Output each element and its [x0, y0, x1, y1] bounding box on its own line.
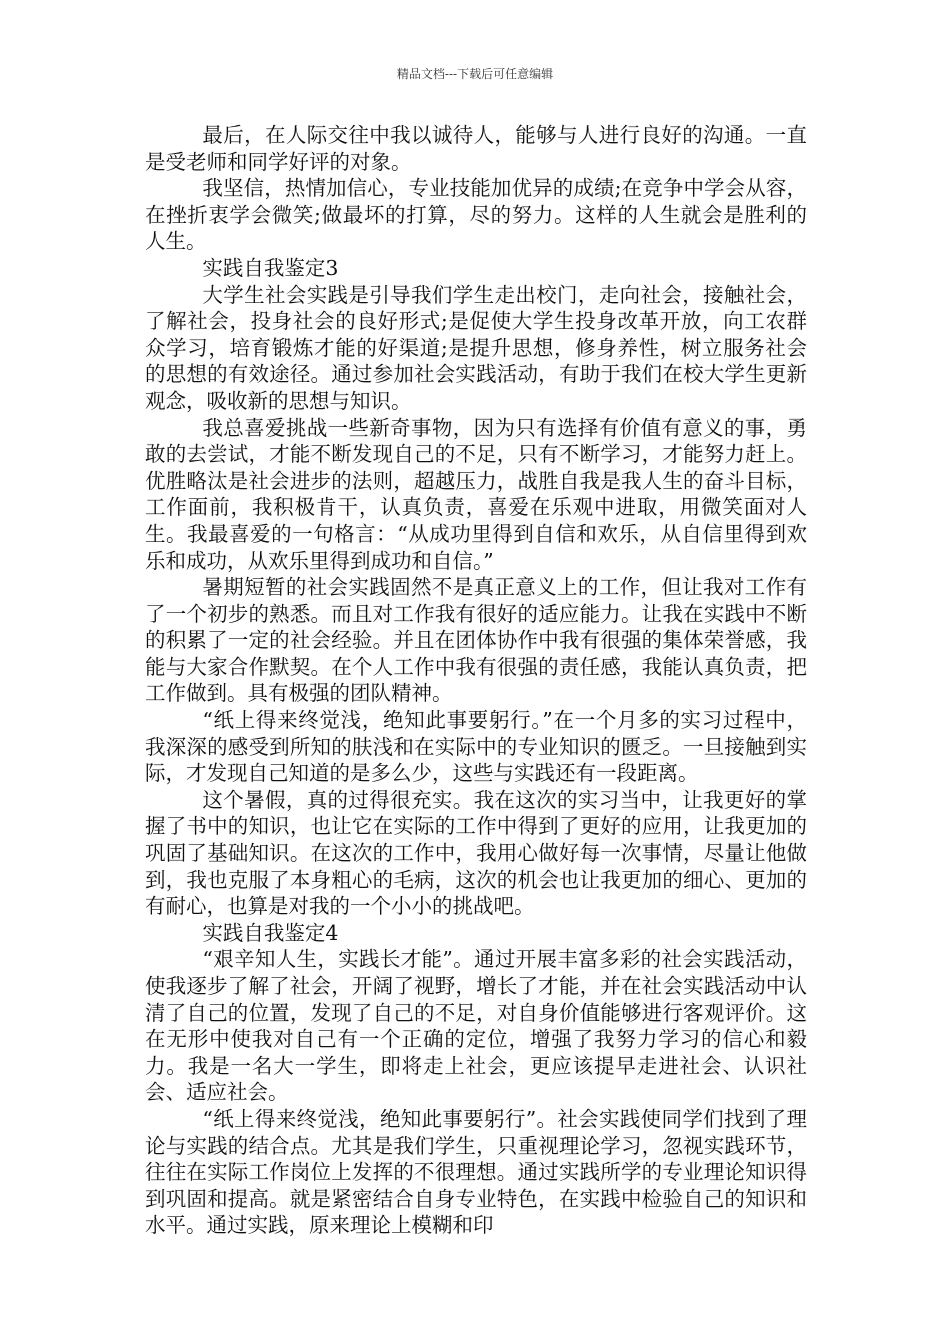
paragraph-social-practice: 大学生社会实践是引导我们学生走出校门，走向社会，接触社会，了解社会，投身社会的良好形式;是促使大学生投身改革开放，向工农群众学习，培育锻炼才能的好渠道;是提升思想，修身养性，树立服务社会的思想的有效途径。通过参加社会实践活动，有助于我们在校大学生更新观念，吸收新的思想与知识。 [145, 282, 807, 413]
section-title-3: 实践自我鉴定3 [202, 255, 339, 280]
paragraph-theory-practice: “纸上得来终觉浅，绝知此事要躬行”。社会实践使同学们找到了理论与实践的结合点。尤其是我们学生，只重视理论学习，忽视实践环节，往往在实际工作岗位上发挥的不很理想。通过实践所学的专业理论知识得到巩固和提高。就是紧密结合自身专业特色，在实践中检验自己的知识和水平。通过实践，原来理论上模糊和印 [145, 1106, 807, 1238]
section-title-4: 实践自我鉴定4 [202, 920, 339, 945]
page-header: 精品文档---下载后可任意编辑 [396, 67, 554, 81]
paragraph-hardship: “艰辛知人生，实践长才能”。通过开展丰富多彩的社会实践活动，使我逐步了解了社会，开阔了视野，增长了才能，并在社会实践活动中认清了自己的位置，发现了自己的不足，对自身价值能够进行客观评价。这在无形中使我对自己有一个正确的定位，增强了我努力学习的信心和毅力。我是一名大一学生，即将走上社会，更应该提早走进社会、认识社会、适应社会。 [145, 947, 807, 1105]
paragraph-interpersonal: 最后，在人际交往中我以诚待人，能够与人进行良好的沟通。一直是受老师和同学好评的对象。 [145, 123, 807, 174]
paragraph-fulfilling-summer: 这个暑假，真的过得很充实。我在这次的实习当中，让我更好的掌握了书中的知识，也让它在实际的工作中得到了更好的应用，让我更加的巩固了基础知识。在这次的工作中，我用心做好每一次事情，尽量让他做到，我也克服了本身粗心的毛病，这次的机会也让我更加的细心、更加的有耐心，也算是对我的一个小小的挑战吧。 [145, 787, 807, 919]
paragraph-belief: 我坚信，热情加信心，专业技能加优异的成绩;在竞争中学会从容，在挫折衷学会微笑;做最坏的打算，尽的努力。这样的人生就会是胜利的人生。 [145, 176, 807, 254]
paragraph-challenge: 我总喜爱挑战一些新奇事物，因为只有选择有价值有意义的事，勇敢的去尝试，才能不断发现自己的不足，只有不断学习，才能努力赶上。优胜略汰是社会进步的法则，超越压力，战胜自我是我人生的奋斗目标，工作面前，我积极肯干，认真负责，喜爱在乐观中进取，用微笑面对人生。我最喜爱的一句格言：“从成功里得到自信和欢乐，从自信里得到欢乐和成功，从欢乐里得到成功和自信。” [145, 415, 807, 573]
paragraph-quote-internship: “纸上得来终觉浅，绝知此事要躬行。”在一个月多的实习过程中，我深深的感受到所知的肤浅和在实际中的专业知识的匮乏。一旦接触到实际，才发现自己知道的是多么少，这些与实践还有一段距离。 [145, 708, 807, 786]
paragraph-summer-practice: 暑期短暂的社会实践固然不是真正意义上的工作，但让我对工作有了一个初步的熟悉。而且对工作我有很好的适应能力。让我在实践中不断的积累了一定的社会经验。并且在团体协作中我有很强的集体荣誉感，我能与大家合作默契。在个人工作中我有很强的责任感，我能认真负责，把工作做到。具有极强的团队精神。 [145, 575, 807, 706]
document-body [145, 122, 807, 1239]
